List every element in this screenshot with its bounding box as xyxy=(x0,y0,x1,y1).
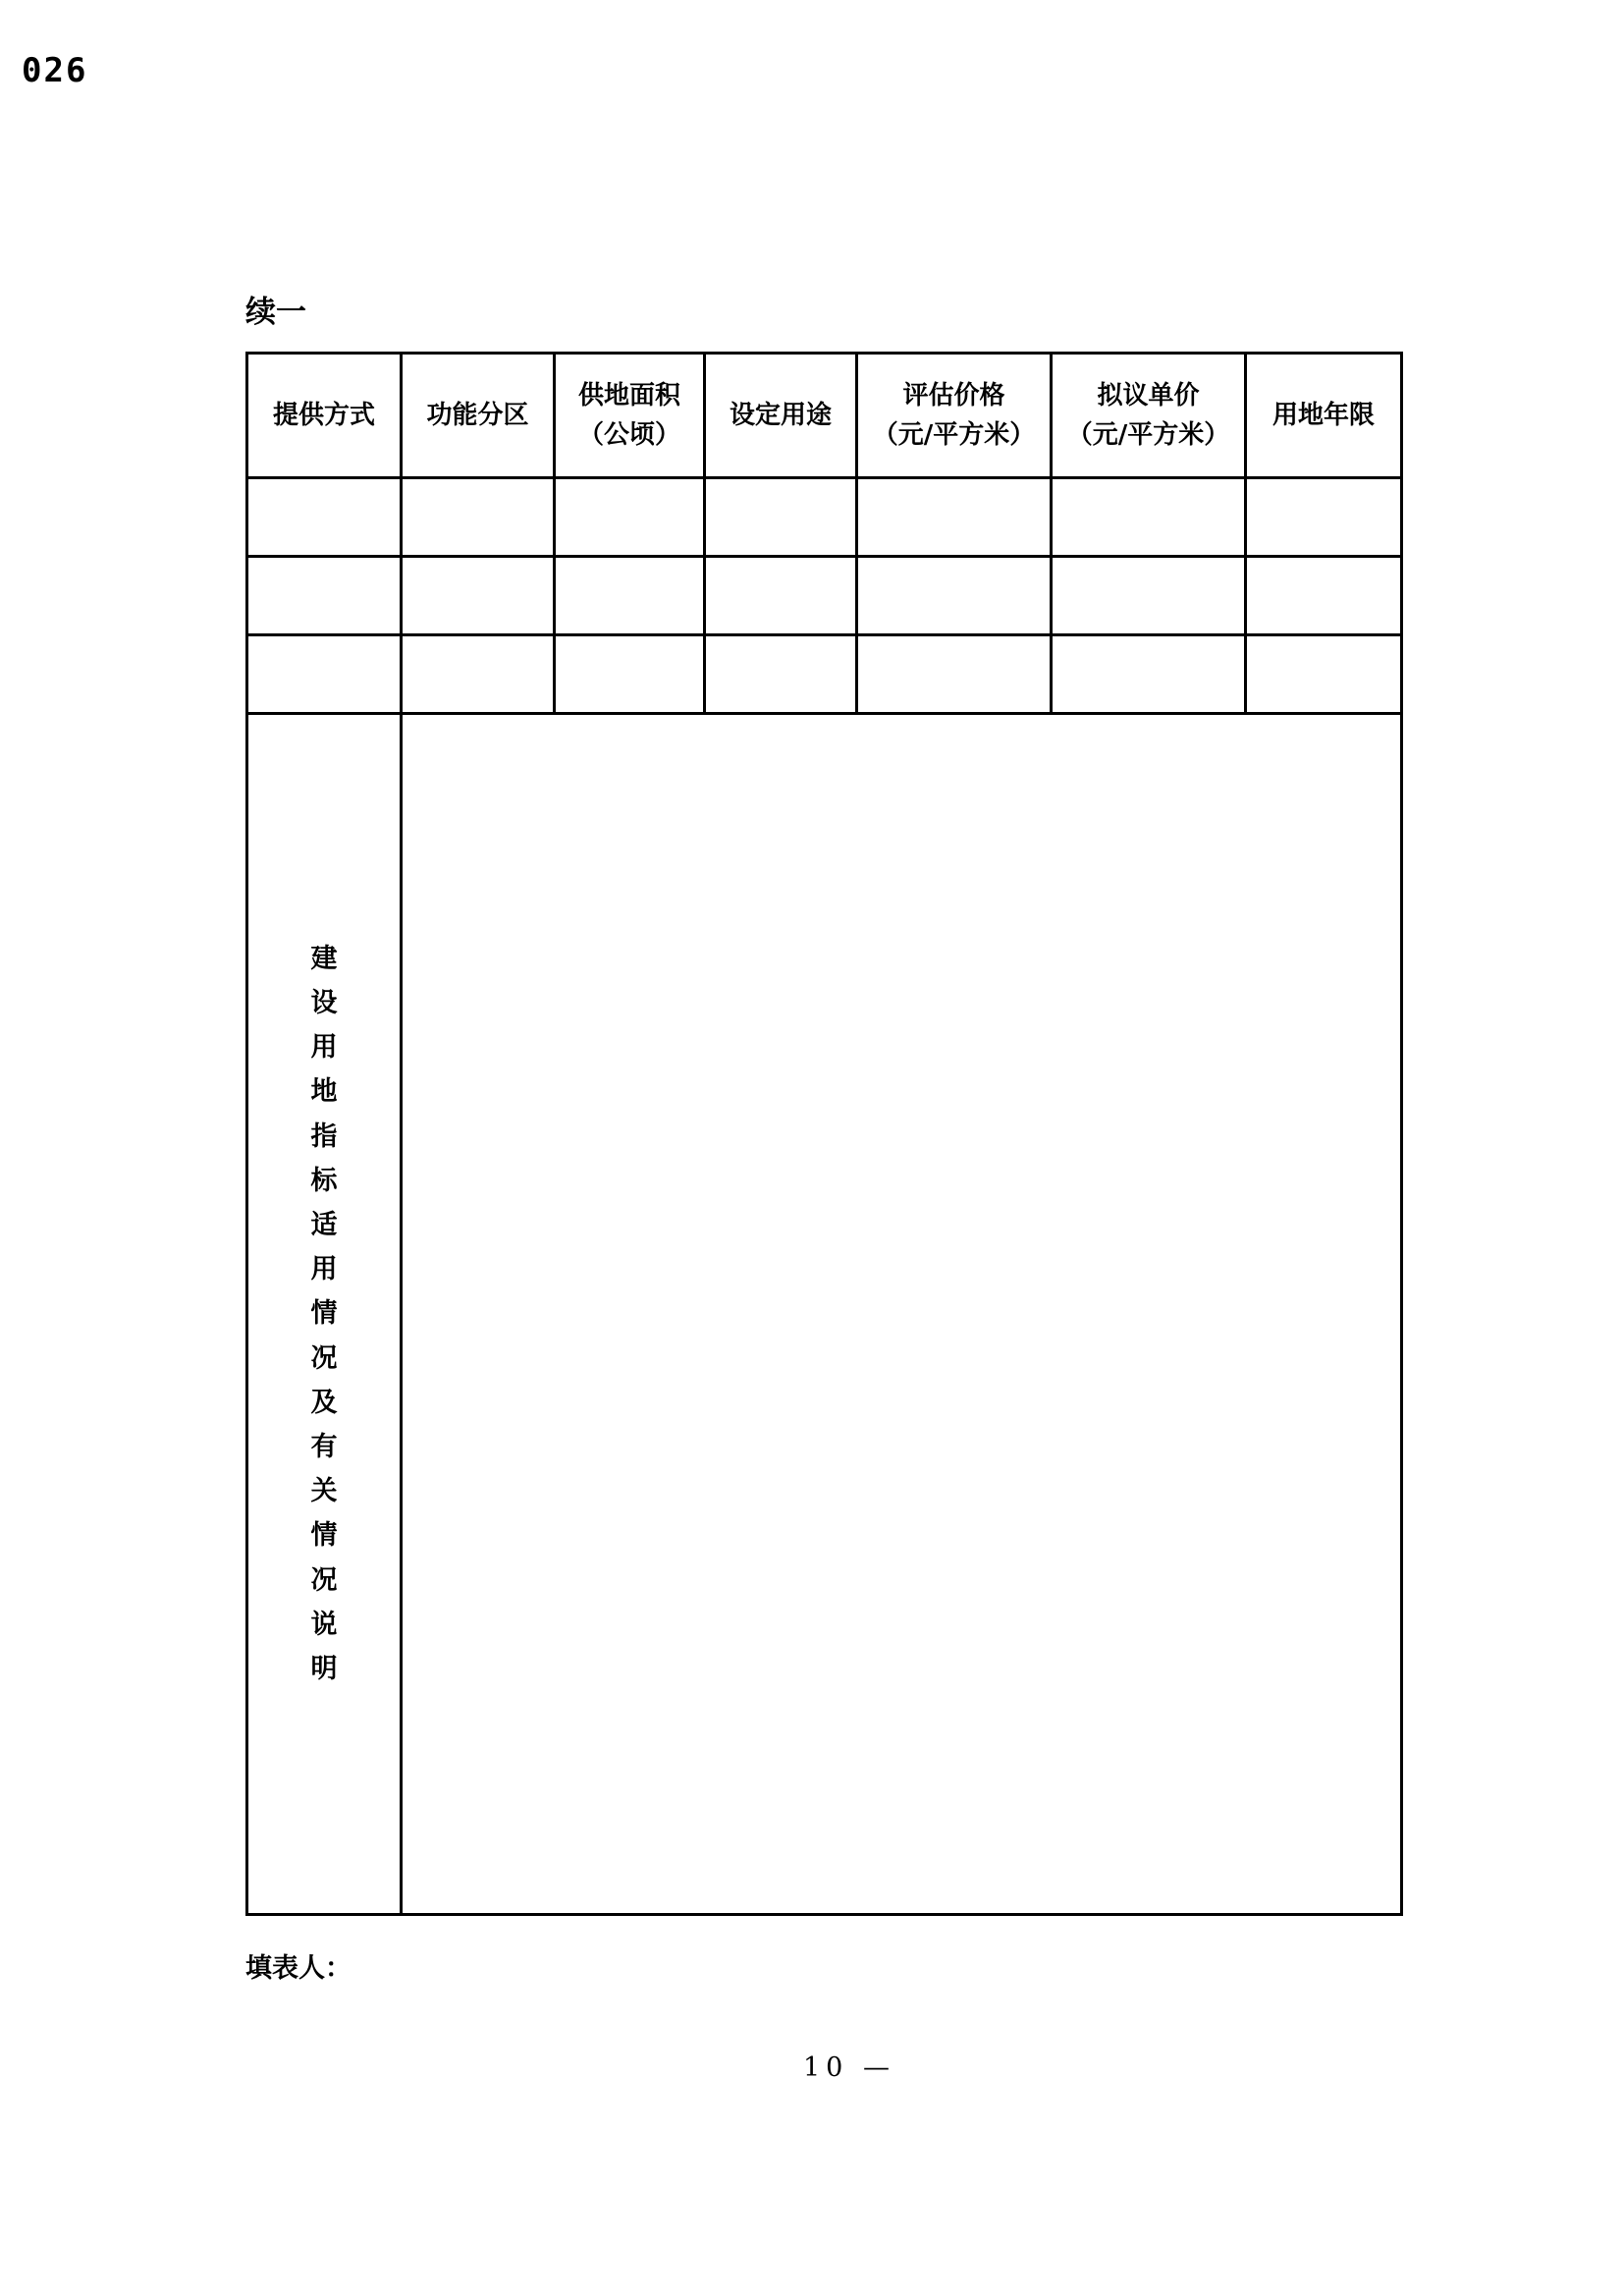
header-unit: （元/平方米） xyxy=(872,420,1036,450)
header-label: 设定用途 xyxy=(729,401,832,430)
table-cell[interactable] xyxy=(857,478,1052,557)
header-label: 提供方式 xyxy=(272,401,375,430)
header-proposed-unit-price xyxy=(1052,354,1246,478)
table-cell[interactable] xyxy=(705,635,857,714)
header-appraised-price xyxy=(857,354,1052,478)
land-supply-table xyxy=(245,352,1403,1916)
header-unit: （公顷） xyxy=(577,420,680,450)
table-cell[interactable] xyxy=(857,557,1052,635)
table-row xyxy=(247,557,1402,635)
table-header-row xyxy=(247,354,1402,478)
header-label: 功能分区 xyxy=(426,401,529,430)
table-cell[interactable] xyxy=(555,557,705,635)
header-label: 用地年限 xyxy=(1271,401,1375,430)
header-supply-area xyxy=(555,354,705,478)
table-cell[interactable] xyxy=(857,635,1052,714)
header-unit: （元/平方米） xyxy=(1066,420,1230,450)
notes-label-cell xyxy=(247,714,402,1915)
header-label: 供地面积 xyxy=(577,381,680,410)
table-row xyxy=(247,478,1402,557)
notes-label: 建设用地指标适用情况及有关情况说明 xyxy=(310,943,338,1685)
table-cell[interactable] xyxy=(402,557,555,635)
notes-row xyxy=(247,714,1402,1915)
table-cell[interactable] xyxy=(1052,557,1246,635)
table-cell[interactable] xyxy=(705,478,857,557)
page-footer-number: 10 — xyxy=(803,2052,895,2083)
table-cell[interactable] xyxy=(1246,557,1402,635)
table-cell[interactable] xyxy=(1052,478,1246,557)
table-cell[interactable] xyxy=(555,478,705,557)
header-land-use-term xyxy=(1246,354,1402,478)
table-cell[interactable] xyxy=(402,478,555,557)
header-supply-method xyxy=(247,354,402,478)
table-cell[interactable] xyxy=(402,635,555,714)
table-cell[interactable] xyxy=(247,478,402,557)
header-designated-use xyxy=(705,354,857,478)
filler-label: 填表人： xyxy=(245,1953,352,1984)
continuation-label: 续一 xyxy=(245,295,306,330)
table-cell[interactable] xyxy=(247,635,402,714)
page-corner-number: 026 xyxy=(22,51,88,90)
table-cell[interactable] xyxy=(1052,635,1246,714)
table-row xyxy=(247,635,1402,714)
table-cell[interactable] xyxy=(1246,478,1402,557)
header-functional-zone xyxy=(402,354,555,478)
table-cell[interactable] xyxy=(247,557,402,635)
table-cell[interactable] xyxy=(555,635,705,714)
table-cell[interactable] xyxy=(1246,635,1402,714)
notes-content-cell[interactable] xyxy=(402,714,1402,1915)
header-label: 拟议单价 xyxy=(1097,381,1200,410)
table-cell[interactable] xyxy=(705,557,857,635)
header-label: 评估价格 xyxy=(902,381,1005,410)
